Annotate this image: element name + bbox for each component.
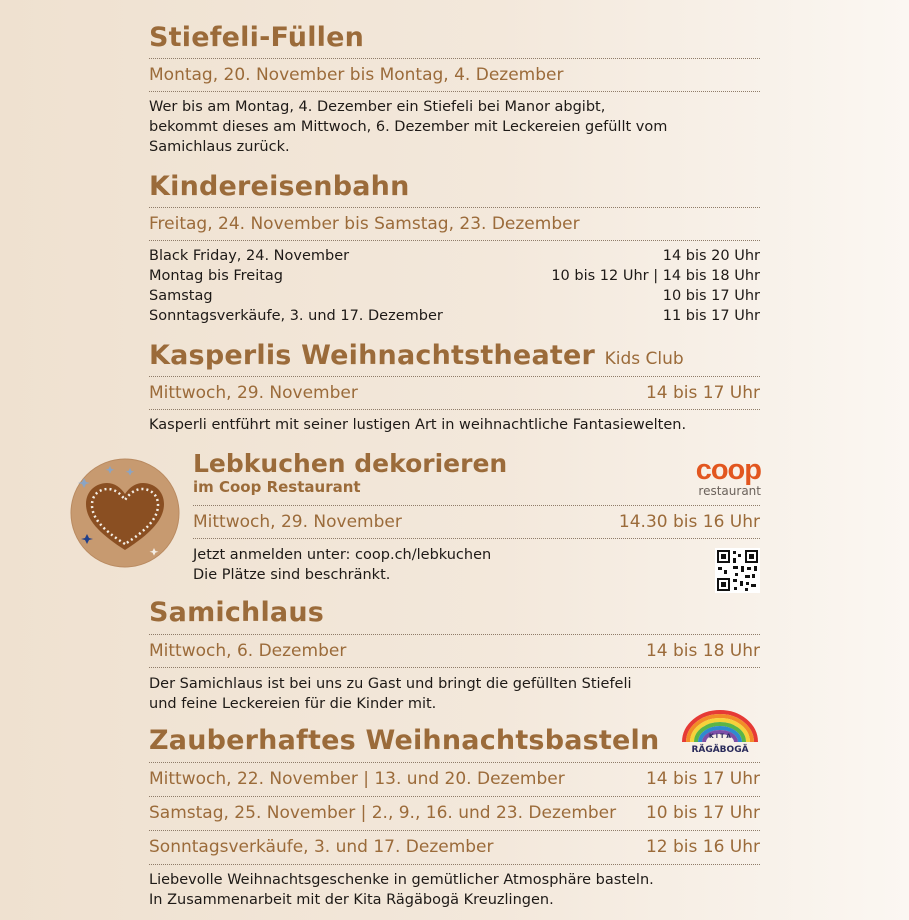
section-samichlaus xyxy=(149,597,760,629)
time-text: 12 bis 16 Uhr xyxy=(645,837,760,857)
body-line: und feine Leckereien für die Kinder mit. xyxy=(149,696,437,712)
schedule-time: 10 bis 12 Uhr | 14 bis 18 Uhr xyxy=(551,268,760,284)
coop-restaurant-logo xyxy=(655,456,761,498)
body-line: bekommt dieses am Mittwoch, 6. Dezember mit Leckereien gefüllt vom xyxy=(149,119,668,135)
section-body xyxy=(193,545,760,585)
time-text: 10 bis 17 Uhr xyxy=(645,803,760,823)
body-line: Liebevolle Weihnachtsgeschenke in gemütlicher Atmosphäre basteln. xyxy=(149,872,654,888)
section-basteln xyxy=(149,725,760,757)
date-text: Mittwoch, 22. November | 13. und 20. Dezember xyxy=(149,769,565,789)
date-row xyxy=(149,763,760,795)
kids-club-label: Kids Club xyxy=(604,349,684,369)
divider xyxy=(149,91,760,92)
section-body xyxy=(149,870,760,910)
title-text: Kasperlis Weihnachtstheater xyxy=(149,340,595,371)
body-line: Samichlaus zurück. xyxy=(149,139,290,155)
section-eisenbahn xyxy=(149,171,760,203)
date-row xyxy=(193,506,760,538)
body-line: Die Plätze sind beschränkt. xyxy=(193,567,391,583)
date-row xyxy=(149,635,760,667)
divider xyxy=(149,864,760,865)
divider xyxy=(149,409,760,410)
date-row xyxy=(149,797,760,829)
qr-code-icon[interactable] xyxy=(715,548,760,593)
date-row xyxy=(149,377,760,409)
kita-ragaboga-logo xyxy=(678,706,762,756)
body-line: Wer bis am Montag, 4. Dezember ein Stiefeli bei Manor abgibt, xyxy=(149,99,606,115)
schedule-row xyxy=(149,286,760,306)
body-line: In Zusammenarbeit mit der Kita Rägäbogä Kreuzlingen. xyxy=(149,892,554,908)
body-line: Der Samichlaus ist bei uns zu Gast und bringt die gefüllten Stiefeli xyxy=(149,676,632,692)
date-text: Montag, 20. November bis Montag, 4. Dezember xyxy=(149,65,564,85)
section-stiefeli xyxy=(149,22,760,54)
schedule-time: 14 bis 20 Uhr xyxy=(662,248,760,264)
time-text: 14 bis 17 Uhr xyxy=(645,383,760,403)
date-text: Mittwoch, 6. Dezember xyxy=(149,641,347,661)
date-row xyxy=(149,208,760,240)
section-title: Lebkuchen dekorieren xyxy=(193,449,508,478)
time-text: 14.30 bis 16 Uhr xyxy=(618,512,760,532)
svg-text:RÄGÄBOGÄ: RÄGÄBOGÄ xyxy=(691,745,749,755)
schedule-row xyxy=(149,306,760,326)
section-body xyxy=(149,674,760,714)
svg-text:K I T A: K I T A xyxy=(709,733,731,740)
time-text: 14 bis 17 Uhr xyxy=(645,769,760,789)
date-text: Mittwoch, 29. November xyxy=(149,383,358,403)
divider xyxy=(149,667,760,668)
schedule-label: Montag bis Freitag xyxy=(149,268,284,284)
section-title: Samichlaus xyxy=(149,597,325,628)
section-title xyxy=(149,340,760,375)
schedule-time: 10 bis 17 Uhr xyxy=(662,288,760,304)
section-title: Zauberhaftes Weihnachtsbasteln xyxy=(149,725,660,756)
divider xyxy=(149,240,760,241)
signup-link-text[interactable]: Jetzt anmelden unter: coop.ch/lebkuchen xyxy=(193,547,492,563)
schedule-label: Sonntagsverkäufe, 3. und 17. Dezember xyxy=(149,308,443,324)
section-body xyxy=(149,97,760,157)
date-text: Freitag, 24. November bis Samstag, 23. Dezember xyxy=(149,214,580,234)
schedule-row xyxy=(149,266,760,286)
date-text: Samstag, 25. November | 2., 9., 16. und 23. Dezember xyxy=(149,803,617,823)
body-line: Kasperli entführt mit seiner lustigen Art in weihnachtliche Fantasiewelten. xyxy=(149,417,687,433)
coop-logo-word: coop xyxy=(695,454,761,486)
divider xyxy=(193,538,760,539)
section-kasperli xyxy=(149,340,760,375)
section-title: Kindereisenbahn xyxy=(149,171,410,202)
date-row xyxy=(149,831,760,863)
time-text: 14 bis 18 Uhr xyxy=(645,641,760,661)
gingerbread-heart-image xyxy=(70,458,180,568)
schedule-row xyxy=(149,246,760,266)
schedule-table xyxy=(149,246,760,326)
schedule-time: 11 bis 17 Uhr xyxy=(662,308,760,324)
section-body xyxy=(149,415,760,435)
section-subtitle: im Coop Restaurant xyxy=(193,478,361,496)
schedule-label: Samstag xyxy=(149,288,213,304)
date-text: Mittwoch, 29. November xyxy=(193,512,402,532)
schedule-label: Black Friday, 24. November xyxy=(149,248,350,264)
date-text: Sonntagsverkäufe, 3. und 17. Dezember xyxy=(149,837,494,857)
section-title: Stiefeli-Füllen xyxy=(149,22,365,53)
date-row xyxy=(149,59,760,91)
coop-logo-sub: restaurant xyxy=(698,484,761,498)
